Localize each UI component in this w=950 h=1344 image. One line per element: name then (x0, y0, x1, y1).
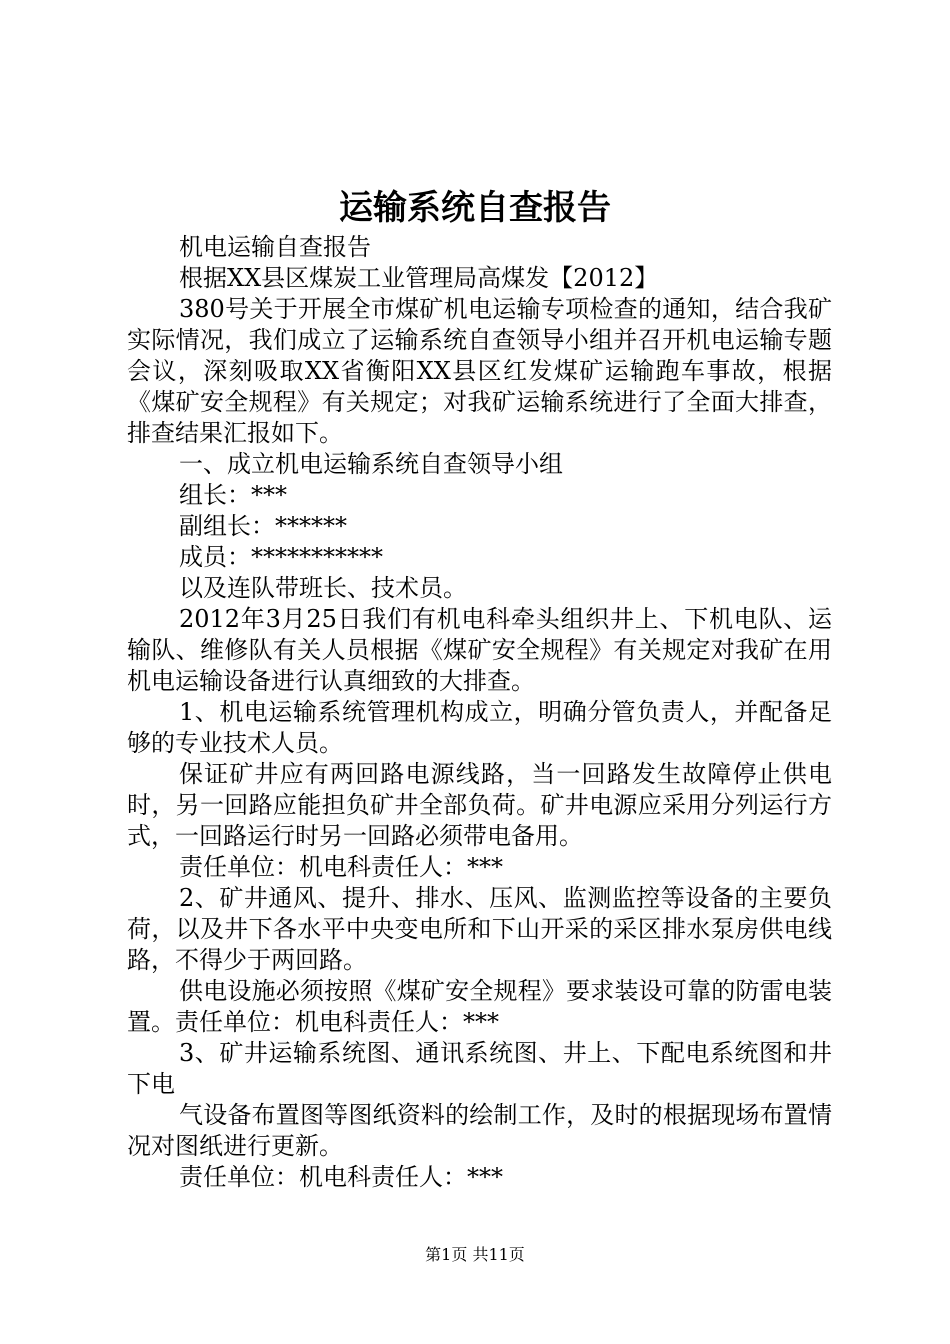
paragraph: 机电运输自查报告 (179, 233, 371, 261)
paragraph: 供电设施必须按照《煤矿安全规程》要求装设可靠的防雷电装置。责任单位：机电科责任人：*** (127, 977, 832, 1036)
paragraph: 根据XX县区煤炭工业管理局高煤发【2012】 (179, 264, 659, 292)
section-heading: 一、成立机电运输系统自查领导小组 (179, 450, 563, 478)
document-body (127, 232, 832, 1193)
paragraph: 责任单位：机电科责任人：*** (179, 1163, 503, 1191)
paragraph: 责任单位：机电科责任人：*** (179, 853, 503, 881)
paragraph: 2、矿井通风、提升、排水、压风、监测监控等设备的主要负荷，以及井下各水平中央变电所和下山开采的采区排水泵房供电线路，不得少于两回路。 (127, 884, 832, 974)
document-title: 运输系统自查报告 (339, 188, 611, 228)
paragraph: 副组长：****** (179, 512, 347, 540)
paragraph: 3、矿井运输系统图、通讯系统图、井上、下配电系统图和井下电 (127, 1039, 832, 1098)
paragraph: 成员：*********** (179, 543, 383, 571)
paragraph: 组长：*** (179, 481, 287, 509)
paragraph: 2012年3月25日我们有机电科牵头组织井上、下机电队、运输队、维修队有关人员根据《煤矿安全规程》有关规定对我矿在用机电运输设备进行认真细致的大排查。 (127, 605, 832, 695)
paragraph: 380号关于开展全市煤矿机电运输专项检查的通知，结合我矿实际情况，我们成立了运输系统自查领导小组并召开机电运输专题会议，深刻吸取XX省衡阳XX县区红发煤矿运输跑车事故，根据《煤矿安全规程》有关规定；对我矿运输系统进行了全面大排查，排查结果汇报如下。 (127, 295, 832, 447)
paragraph: 气设备布置图等图纸资料的绘制工作，及时的根据现场布置情况对图纸进行更新。 (127, 1101, 832, 1160)
paragraph: 1、机电运输系统管理机构成立，明确分管负责人，并配备足够的专业技术人员。 (127, 698, 832, 757)
page-footer: 第1页 共11页 (425, 1245, 525, 1264)
paragraph: 保证矿井应有两回路电源线路，当一回路发生故障停止供电时，另一回路应能担负矿井全部负荷。矿井电源应采用分列运行方式，一回路运行时另一回路必须带电备用。 (127, 760, 832, 850)
paragraph: 以及连队带班长、技术员。 (179, 574, 467, 602)
